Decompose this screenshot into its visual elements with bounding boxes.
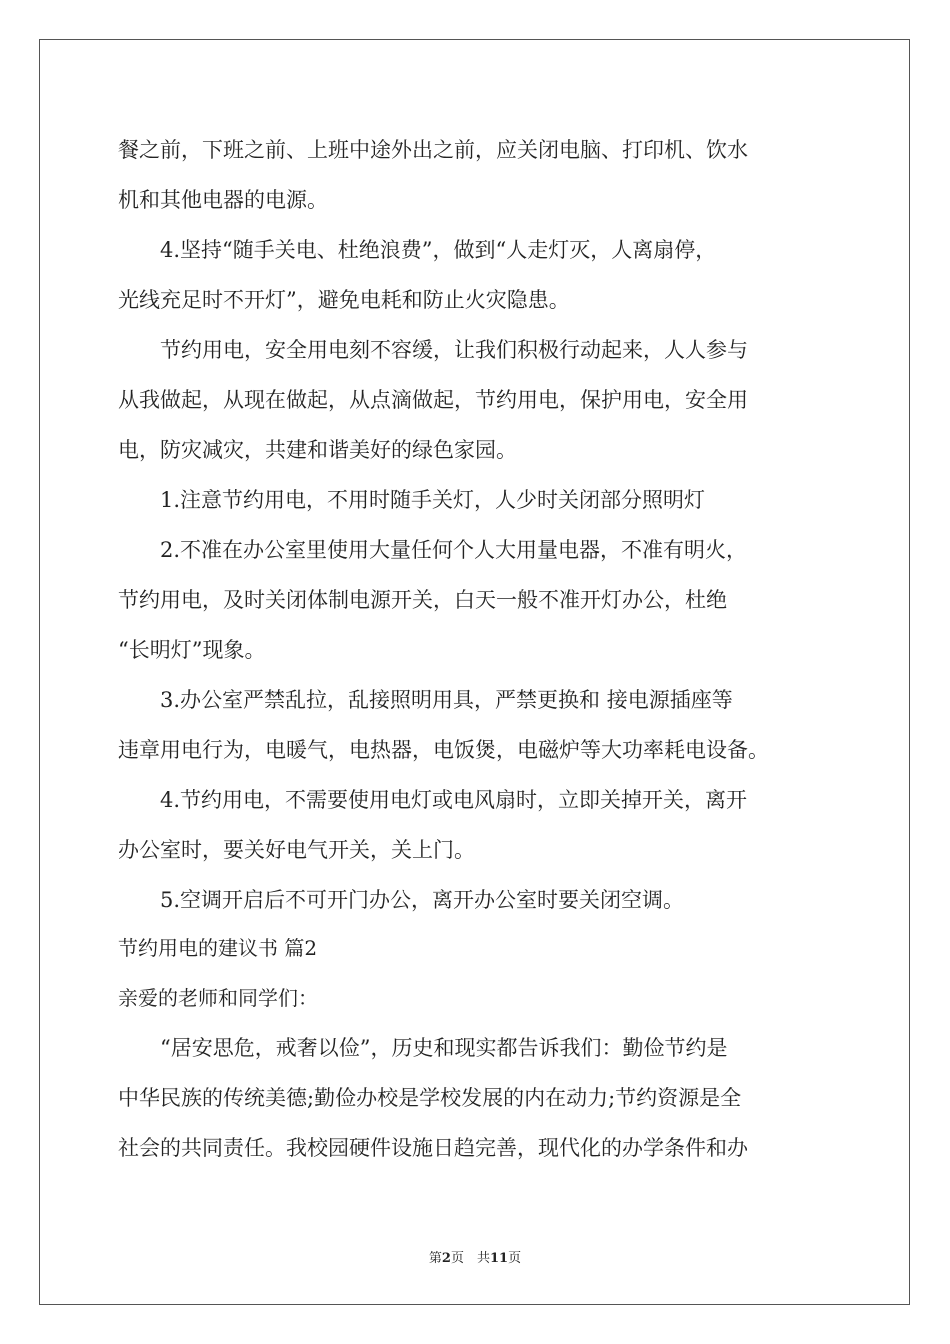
body-line: 中华民族的传统美德;勤俭办校是学校发展的内在动力;节约资源是全: [118, 1086, 742, 1110]
footer-prefix: 第: [428, 1251, 442, 1266]
footer-page-number: 2: [441, 1251, 451, 1266]
body-line: “长明灯”现象。: [118, 638, 266, 662]
body-line: 电，防灾减灾，共建和谐美好的绿色家园。: [118, 438, 517, 462]
body-line: 机和其他电器的电源。: [118, 188, 328, 212]
body-line: 从我做起，从现在做起，从点滴做起，节约用电，保护用电，安全用: [118, 388, 748, 412]
page-border: [39, 39, 910, 1305]
body-line: 餐之前，下班之前、上班中途外出之前，应关闭电脑、打印机、饮水: [118, 138, 748, 162]
body-line: 办公室时，要关好电气开关，关上门。: [118, 838, 475, 862]
body-line: 2.不准在办公室里使用大量任何个人大用量电器，不准有明火，: [160, 538, 748, 562]
body-line: 1.注意节约用电，不用时随手关灯，人少时关闭部分照明灯: [160, 488, 706, 512]
body-line: 社会的共同责任。我校园硬件设施日趋完善，现代化的办学条件和办: [118, 1136, 748, 1160]
footer-suffix: 页: [508, 1251, 522, 1266]
body-line: 光线充足时不开灯”，避免电耗和防止火灾隐患。: [118, 288, 570, 312]
body-line: 节约用电，安全用电刻不容缓，让我们积极行动起来，人人参与: [160, 338, 748, 362]
body-line: “居安思危，戒奢以俭”，历史和现实都告诉我们：勤俭节约是: [160, 1036, 728, 1060]
footer-mid: 页 共: [450, 1251, 490, 1266]
salutation: 亲爱的老师和同学们：: [118, 986, 318, 1010]
body-line: 3.办公室严禁乱拉，乱接照明用具，严禁更换和 接电源插座等: [160, 688, 733, 712]
footer-total-pages: 11: [489, 1251, 509, 1266]
body-line: 4.坚持“随手关电、杜绝浪费”，做到“人走灯灭，人离扇停，: [160, 238, 717, 262]
body-line: 4.节约用电，不需要使用电灯或电风扇时，立即关掉开关，离开: [160, 788, 748, 812]
body-line: 5.空调开启后不可开门办公，离开办公室时要关闭空调。: [160, 888, 685, 912]
body-line: 违章用电行为，电暖气，电热器，电饭煲，电磁炉等大功率耗电设备。: [118, 738, 769, 762]
body-line: 节约用电，及时关闭体制电源开关，白天一般不准开灯办公，杜绝: [118, 588, 727, 612]
page-footer: [0, 1247, 950, 1266]
section-heading: 节约用电的建议书 篇2: [118, 936, 318, 960]
